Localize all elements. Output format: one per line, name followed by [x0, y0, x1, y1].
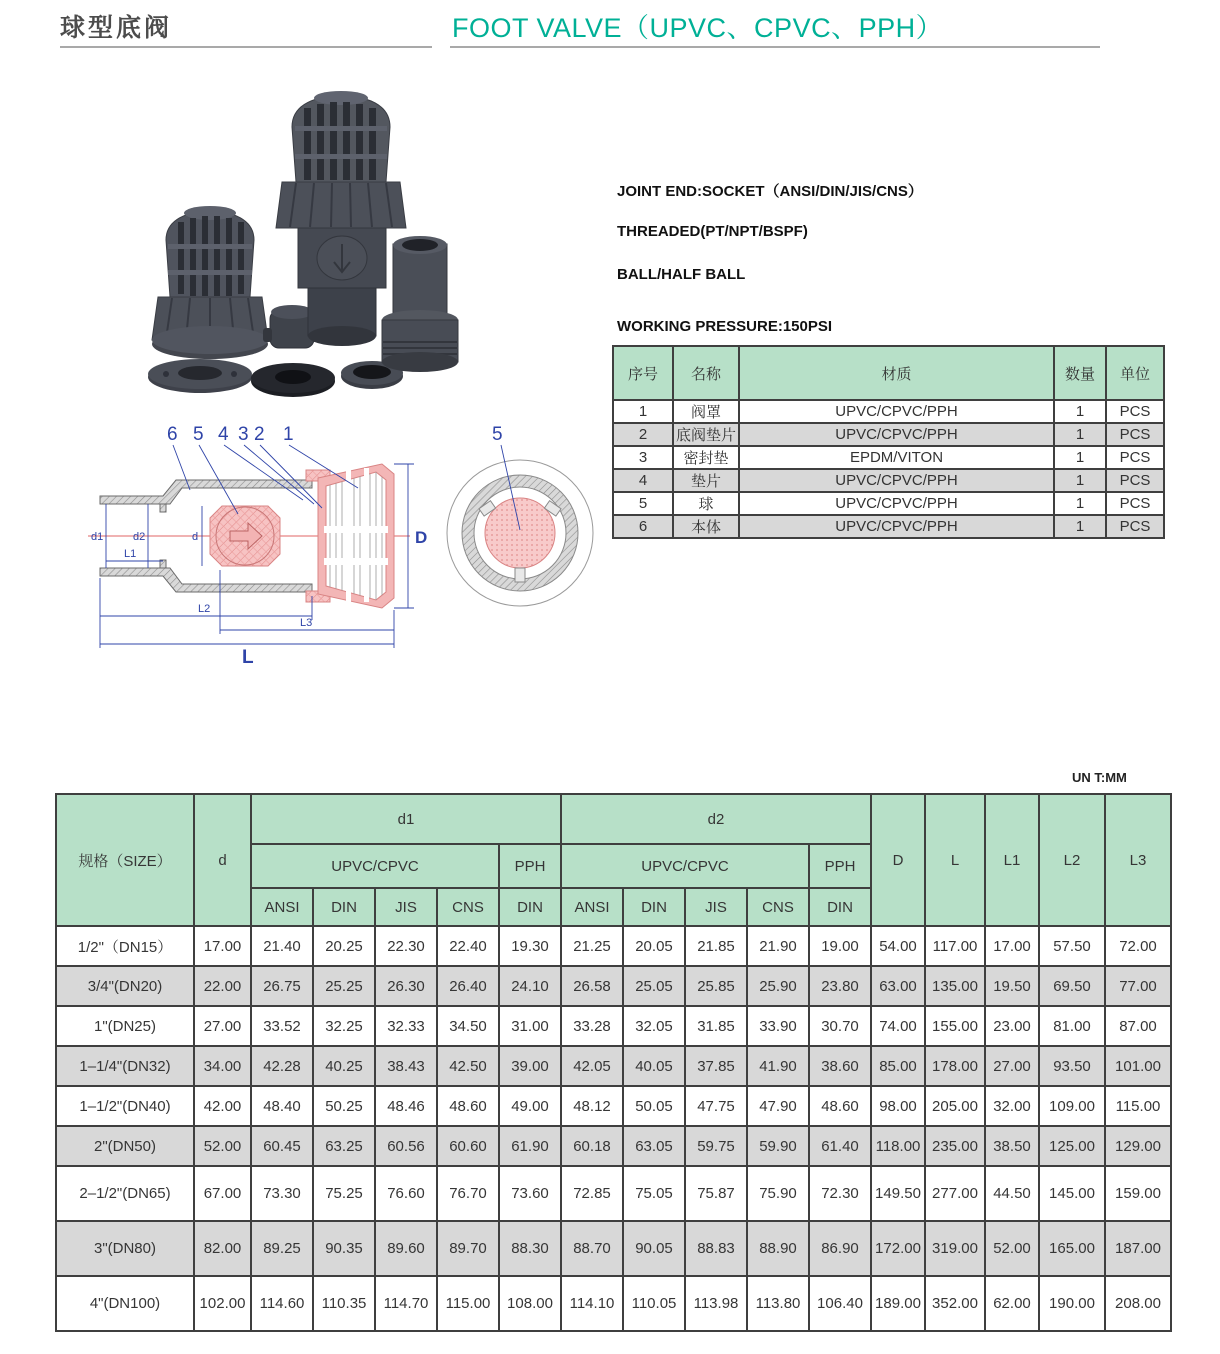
dim-value-cell: 48.46: [375, 1086, 437, 1126]
ball-section: [210, 506, 280, 566]
dim-value-cell: 33.28: [561, 1006, 623, 1046]
size-cell: 4"(DN100): [56, 1276, 194, 1331]
dim-value-cell: 117.00: [925, 926, 985, 966]
dim-value-cell: 21.85: [685, 926, 747, 966]
dim-value-cell: 67.00: [194, 1166, 251, 1221]
dim-value-cell: 277.00: [925, 1166, 985, 1221]
parts-table-cell: 垫片: [673, 469, 739, 492]
header-d2-pph: PPH: [809, 844, 871, 888]
size-cell: 1–1/2"(DN40): [56, 1086, 194, 1126]
parts-table-cell: UPVC/CPVC/PPH: [739, 423, 1054, 446]
parts-table-cell: EPDM/VITON: [739, 446, 1054, 469]
dim-value-cell: 31.85: [685, 1006, 747, 1046]
dim-value-cell: 74.00: [871, 1006, 925, 1046]
parts-table-cell: PCS: [1106, 515, 1164, 538]
dim-value-cell: 75.90: [747, 1166, 809, 1221]
dim-label-L2: L2: [198, 603, 211, 615]
dim-value-cell: 37.85: [685, 1046, 747, 1086]
dim-value-cell: 72.00: [1105, 926, 1171, 966]
dim-value-cell: 72.30: [809, 1166, 871, 1221]
dim-value-cell: 75.87: [685, 1166, 747, 1221]
header-d1-jis: JIS: [375, 888, 437, 926]
dim-value-cell: 187.00: [1105, 1221, 1171, 1276]
dim-table-row: [56, 1086, 1171, 1126]
part-label-3: 3: [238, 424, 249, 445]
header-d1-upvc-cpvc: UPVC/CPVC: [251, 844, 499, 888]
photo-adapter: [382, 236, 458, 372]
dim-value-cell: 113.80: [747, 1276, 809, 1331]
dim-value-cell: 155.00: [925, 1006, 985, 1046]
parts-table-cell: PCS: [1106, 400, 1164, 423]
dim-value-cell: 76.60: [375, 1166, 437, 1221]
dim-value-cell: 75.25: [313, 1166, 375, 1221]
dim-value-cell: 125.00: [1039, 1126, 1105, 1166]
parts-table-cell: 1: [613, 400, 673, 423]
dim-value-cell: 25.25: [313, 966, 375, 1006]
parts-table-row: [613, 446, 1164, 469]
header-d1-cns: CNS: [437, 888, 499, 926]
header-D: D: [871, 794, 925, 926]
dim-value-cell: 114.70: [375, 1276, 437, 1331]
dim-label-D: D: [415, 528, 428, 547]
photo-small-strainer: [152, 206, 268, 359]
parts-table-cell: PCS: [1106, 446, 1164, 469]
parts-header-material: 材质: [739, 346, 1054, 400]
dim-value-cell: 61.90: [499, 1126, 561, 1166]
dim-value-cell: 41.90: [747, 1046, 809, 1086]
dim-value-cell: 205.00: [925, 1086, 985, 1126]
dim-value-cell: 42.50: [437, 1046, 499, 1086]
dim-value-cell: 59.90: [747, 1126, 809, 1166]
front-view-part-label: 5: [492, 424, 503, 445]
size-cell: 3"(DN80): [56, 1221, 194, 1276]
dim-value-cell: 17.00: [985, 926, 1039, 966]
dim-value-cell: 52.00: [985, 1221, 1039, 1276]
dim-value-cell: 102.00: [194, 1276, 251, 1331]
dim-value-cell: 118.00: [871, 1126, 925, 1166]
dim-value-cell: 48.60: [809, 1086, 871, 1126]
dim-value-cell: 27.00: [194, 1006, 251, 1046]
dim-value-cell: 32.33: [375, 1006, 437, 1046]
dim-value-cell: 30.70: [809, 1006, 871, 1046]
dim-value-cell: 81.00: [1039, 1006, 1105, 1046]
parts-table-cell: 6: [613, 515, 673, 538]
dim-value-cell: 190.00: [1039, 1276, 1105, 1331]
dim-value-cell: 57.50: [1039, 926, 1105, 966]
dim-value-cell: 24.10: [499, 966, 561, 1006]
dim-value-cell: 145.00: [1039, 1166, 1105, 1221]
dim-value-cell: 87.00: [1105, 1006, 1171, 1046]
spec-threaded: THREADED(PT/NPT/BSPF): [617, 223, 808, 240]
header-d2-cns: CNS: [747, 888, 809, 926]
dim-value-cell: 108.00: [499, 1276, 561, 1331]
dim-value-cell: 110.05: [623, 1276, 685, 1331]
dim-value-cell: 63.25: [313, 1126, 375, 1166]
part-label-6: 6: [167, 424, 178, 445]
dim-value-cell: 82.00: [194, 1221, 251, 1276]
dim-table-header: [56, 794, 1171, 926]
dim-label-L: L: [242, 647, 254, 668]
dim-value-cell: 109.00: [1039, 1086, 1105, 1126]
dim-table-row: [56, 1221, 1171, 1276]
parts-table-cell: 1: [1054, 400, 1106, 423]
parts-header-no: 序号: [613, 346, 673, 400]
parts-table-cell: 2: [613, 423, 673, 446]
header-d1-ansi: ANSI: [251, 888, 313, 926]
dim-value-cell: 319.00: [925, 1221, 985, 1276]
dim-value-cell: 73.30: [251, 1166, 313, 1221]
dim-value-cell: 40.25: [313, 1046, 375, 1086]
dim-value-cell: 129.00: [1105, 1126, 1171, 1166]
dim-value-cell: 88.83: [685, 1221, 747, 1276]
dim-value-cell: 115.00: [437, 1276, 499, 1331]
dim-value-cell: 352.00: [925, 1276, 985, 1331]
size-cell: 1–1/4"(DN32): [56, 1046, 194, 1086]
dim-value-cell: 17.00: [194, 926, 251, 966]
dim-value-cell: 47.90: [747, 1086, 809, 1126]
dim-value-cell: 90.05: [623, 1221, 685, 1276]
dim-value-cell: 89.70: [437, 1221, 499, 1276]
dim-value-cell: 178.00: [925, 1046, 985, 1086]
dim-value-cell: 89.25: [251, 1221, 313, 1276]
dim-value-cell: 47.75: [685, 1086, 747, 1126]
dim-value-cell: 38.60: [809, 1046, 871, 1086]
dim-value-cell: 50.05: [623, 1086, 685, 1126]
parts-table-row: [613, 515, 1164, 538]
header-L1: L1: [985, 794, 1039, 926]
dim-label-L3: L3: [300, 617, 313, 629]
dim-value-cell: 50.25: [313, 1086, 375, 1126]
parts-table-row: [613, 400, 1164, 423]
parts-table-cell: 3: [613, 446, 673, 469]
dim-label-d: d: [192, 531, 199, 543]
parts-table-header-row: [613, 346, 1164, 400]
dim-value-cell: 32.00: [985, 1086, 1039, 1126]
dim-value-cell: 20.25: [313, 926, 375, 966]
section-drawing: [60, 418, 605, 668]
header-d2-upvc-cpvc: UPVC/CPVC: [561, 844, 809, 888]
dim-value-cell: 89.60: [375, 1221, 437, 1276]
dim-table-row: [56, 1276, 1171, 1331]
dim-value-cell: 86.90: [809, 1221, 871, 1276]
dim-value-cell: 38.43: [375, 1046, 437, 1086]
photo-gasket-left: [148, 359, 252, 393]
dim-value-cell: 48.40: [251, 1086, 313, 1126]
dim-value-cell: 33.52: [251, 1006, 313, 1046]
dim-value-cell: 88.30: [499, 1221, 561, 1276]
dim-value-cell: 26.58: [561, 966, 623, 1006]
dim-value-cell: 110.35: [313, 1276, 375, 1331]
parts-table-cell: 球: [673, 492, 739, 515]
dim-value-cell: 44.50: [985, 1166, 1039, 1221]
header-size: 规格（SIZE）: [56, 794, 194, 926]
dim-value-cell: 31.00: [499, 1006, 561, 1046]
dim-value-cell: 42.05: [561, 1046, 623, 1086]
spec-working-pressure: WORKING PRESSURE:150PSI: [617, 318, 833, 335]
dim-value-cell: 72.85: [561, 1166, 623, 1221]
parts-table-row: [613, 469, 1164, 492]
dim-table-row: [56, 1046, 1171, 1086]
dim-label-d1: d1: [91, 531, 104, 543]
dim-value-cell: 149.50: [871, 1166, 925, 1221]
dim-label-L1: L1: [124, 548, 137, 560]
dim-value-cell: 21.25: [561, 926, 623, 966]
parts-table-cell: UPVC/CPVC/PPH: [739, 492, 1054, 515]
dim-value-cell: 77.00: [1105, 966, 1171, 1006]
header-d2-ansi: ANSI: [561, 888, 623, 926]
parts-table-cell: 阀罩: [673, 400, 739, 423]
dim-value-cell: 25.85: [685, 966, 747, 1006]
spec-ball: BALL/HALF BALL: [617, 266, 746, 283]
dim-value-cell: 135.00: [925, 966, 985, 1006]
dim-value-cell: 21.90: [747, 926, 809, 966]
dim-value-cell: 76.70: [437, 1166, 499, 1221]
dim-value-cell: 59.75: [685, 1126, 747, 1166]
parts-table-cell: 4: [613, 469, 673, 492]
size-cell: 2–1/2"(DN65): [56, 1166, 194, 1221]
dim-value-cell: 26.75: [251, 966, 313, 1006]
dim-value-cell: 54.00: [871, 926, 925, 966]
part-label-4: 4: [218, 424, 229, 445]
parts-table-cell: PCS: [1106, 469, 1164, 492]
dim-table-row: [56, 1126, 1171, 1166]
dim-value-cell: 93.50: [1039, 1046, 1105, 1086]
dim-value-cell: 23.80: [809, 966, 871, 1006]
dim-value-cell: 98.00: [871, 1086, 925, 1126]
dim-value-cell: 73.60: [499, 1166, 561, 1221]
dim-value-cell: 63.00: [871, 966, 925, 1006]
dim-value-cell: 63.05: [623, 1126, 685, 1166]
dim-value-cell: 235.00: [925, 1126, 985, 1166]
parts-table-cell: 1: [1054, 515, 1106, 538]
dim-value-cell: 113.98: [685, 1276, 747, 1331]
parts-table-cell: 1: [1054, 423, 1106, 446]
part-label-2: 2: [254, 424, 265, 445]
parts-header-unit: 单位: [1106, 346, 1164, 400]
header-d1-din: DIN: [313, 888, 375, 926]
dim-table-row: [56, 966, 1171, 1006]
dim-value-cell: 26.40: [437, 966, 499, 1006]
dim-value-cell: 69.50: [1039, 966, 1105, 1006]
header-d2-din: DIN: [623, 888, 685, 926]
dim-value-cell: 115.00: [1105, 1086, 1171, 1126]
dim-value-cell: 34.00: [194, 1046, 251, 1086]
header-d2-pph-din: DIN: [809, 888, 871, 926]
header-L3: L3: [1105, 794, 1171, 926]
dim-value-cell: 172.00: [871, 1221, 925, 1276]
parts-table-cell: PCS: [1106, 423, 1164, 446]
dim-table-row: [56, 926, 1171, 966]
parts-table-cell: UPVC/CPVC/PPH: [739, 515, 1054, 538]
dim-value-cell: 60.60: [437, 1126, 499, 1166]
dim-value-cell: 27.00: [985, 1046, 1039, 1086]
dim-value-cell: 90.35: [313, 1221, 375, 1276]
header-d1: d1: [251, 794, 561, 844]
parts-table-cell: 底阀垫片: [673, 423, 739, 446]
product-photo: [100, 82, 580, 422]
title-underline-right: [450, 46, 1100, 48]
dim-value-cell: 19.00: [809, 926, 871, 966]
parts-table-cell: UPVC/CPVC/PPH: [739, 469, 1054, 492]
dim-value-cell: 208.00: [1105, 1276, 1171, 1331]
part-label-1: 1: [283, 424, 294, 445]
header-L2: L2: [1039, 794, 1105, 926]
dim-value-cell: 26.30: [375, 966, 437, 1006]
header-d2: d2: [561, 794, 871, 844]
page-title-english: FOOT VALVE（UPVC、CPVC、PPH）: [452, 13, 944, 43]
dim-value-cell: 60.45: [251, 1126, 313, 1166]
strainer-cone-section: [318, 464, 394, 608]
size-cell: 1/2"（DN15）: [56, 926, 194, 966]
parts-table-cell: UPVC/CPVC/PPH: [739, 400, 1054, 423]
header-d2-jis: JIS: [685, 888, 747, 926]
dim-value-cell: 19.30: [499, 926, 561, 966]
dim-value-cell: 22.00: [194, 966, 251, 1006]
dim-table-row: [56, 1006, 1171, 1046]
size-cell: 1"(DN25): [56, 1006, 194, 1046]
parts-table-row: [613, 492, 1164, 515]
dim-value-cell: 48.60: [437, 1086, 499, 1126]
dim-value-cell: 189.00: [871, 1276, 925, 1331]
dim-value-cell: 32.05: [623, 1006, 685, 1046]
parts-table-row: [613, 423, 1164, 446]
dim-value-cell: 42.00: [194, 1086, 251, 1126]
parts-table-cell: PCS: [1106, 492, 1164, 515]
dim-value-cell: 52.00: [194, 1126, 251, 1166]
spec-joint-end: JOINT END:SOCKET（ANSI/DIN/JIS/CNS）: [617, 183, 923, 200]
parts-header-qty: 数量: [1054, 346, 1106, 400]
page-title-chinese: 球型底阀: [60, 14, 173, 42]
dim-value-cell: 114.60: [251, 1276, 313, 1331]
dim-value-cell: 62.00: [985, 1276, 1039, 1331]
part-label-5: 5: [193, 424, 204, 445]
header-d: d: [194, 794, 251, 926]
dim-value-cell: 101.00: [1105, 1046, 1171, 1086]
dim-value-cell: 61.40: [809, 1126, 871, 1166]
unit-note: UN T:MM: [1072, 770, 1127, 785]
parts-table-cell: 1: [1054, 446, 1106, 469]
parts-table-cell: 1: [1054, 492, 1106, 515]
dim-value-cell: 32.25: [313, 1006, 375, 1046]
dim-value-cell: 22.40: [437, 926, 499, 966]
photo-gasket-center: [251, 363, 335, 397]
front-view-drawing: [447, 424, 593, 606]
dim-table-row: [56, 1166, 1171, 1221]
dim-value-cell: 38.50: [985, 1126, 1039, 1166]
parts-table-cell: 5: [613, 492, 673, 515]
dim-value-cell: 42.28: [251, 1046, 313, 1086]
dim-value-cell: 75.05: [623, 1166, 685, 1221]
dim-value-cell: 25.90: [747, 966, 809, 1006]
dim-value-cell: 60.56: [375, 1126, 437, 1166]
dim-value-cell: 19.50: [985, 966, 1039, 1006]
header-d1-pph: PPH: [499, 844, 561, 888]
dim-value-cell: 60.18: [561, 1126, 623, 1166]
dim-value-cell: 33.90: [747, 1006, 809, 1046]
dim-value-cell: 23.00: [985, 1006, 1039, 1046]
dim-value-cell: 20.05: [623, 926, 685, 966]
parts-table-cell: 1: [1054, 469, 1106, 492]
parts-header-name: 名称: [673, 346, 739, 400]
dim-value-cell: 22.30: [375, 926, 437, 966]
size-cell: 2"(DN50): [56, 1126, 194, 1166]
parts-table-cell: 本体: [673, 515, 739, 538]
dimension-table: [55, 793, 1172, 1332]
parts-table-body: [613, 400, 1164, 538]
dim-value-cell: 85.00: [871, 1046, 925, 1086]
dim-value-cell: 39.00: [499, 1046, 561, 1086]
dim-value-cell: 25.05: [623, 966, 685, 1006]
header-L: L: [925, 794, 985, 926]
parts-table-cell: 密封垫: [673, 446, 739, 469]
dim-value-cell: 88.90: [747, 1221, 809, 1276]
size-cell: 3/4"(DN20): [56, 966, 194, 1006]
dim-value-cell: 165.00: [1039, 1221, 1105, 1276]
dim-value-cell: 34.50: [437, 1006, 499, 1046]
dim-value-cell: 49.00: [499, 1086, 561, 1126]
title-underline-left: [60, 46, 432, 48]
dim-value-cell: 48.12: [561, 1086, 623, 1126]
dim-value-cell: 106.40: [809, 1276, 871, 1331]
dim-value-cell: 40.05: [623, 1046, 685, 1086]
dim-value-cell: 159.00: [1105, 1166, 1171, 1221]
dim-value-cell: 21.40: [251, 926, 313, 966]
header-d1-pph-din: DIN: [499, 888, 561, 926]
dim-value-cell: 114.10: [561, 1276, 623, 1331]
dim-label-d2: d2: [133, 531, 146, 543]
dim-table-body: [56, 926, 1171, 1331]
dim-value-cell: 88.70: [561, 1221, 623, 1276]
parts-table: [612, 345, 1165, 539]
